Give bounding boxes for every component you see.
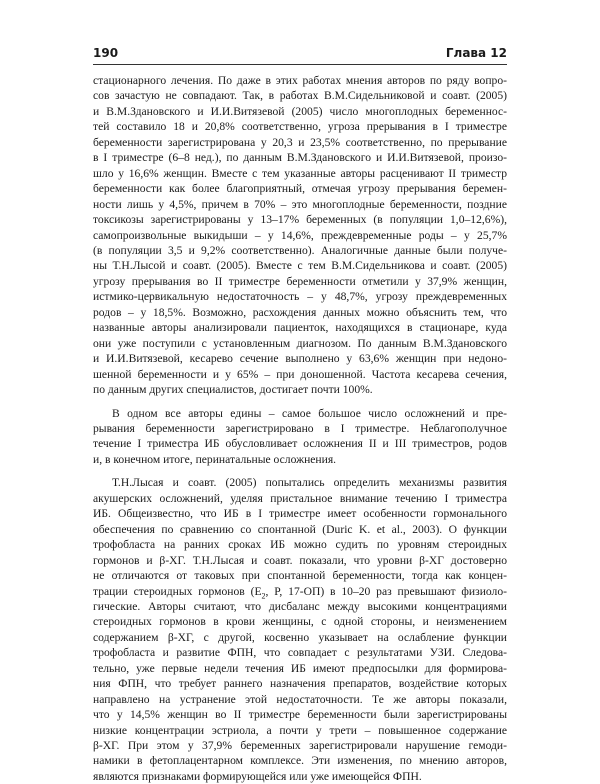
text-line: низкие концентрации эстриола, а почти у трети – повышенное содержание	[93, 723, 507, 737]
text-line: (в популяции 3,5 и 9,2% соответственно). Аналогичные данные были получе-	[93, 243, 507, 257]
page-number: 190	[93, 46, 119, 60]
text-line: что у 14,5% женщин во II триместре беременности были зарегистрированы	[93, 708, 507, 722]
text-line: и В.М.Здановского и И.И.Витязевой (2005) число многоплодных беременнос-	[93, 104, 507, 118]
header-rule	[93, 64, 507, 65]
text-line: беременности зарегистрирована у 20,3 и 23,5% соответственно, по прерывание	[93, 135, 507, 149]
text-line: стационарного лечения. По даже в этих работах мнения авторов по ряду вопро-	[93, 74, 507, 87]
text-line: тельно, уже первые недели течения ИБ имеют предпосылки для формирова-	[93, 661, 507, 675]
text-line: угрозу прерывания во II триместре беременности отметили у 37,9% женщин,	[93, 274, 507, 288]
text-line: В одном все авторы едины – самое большое число осложнений и пре-	[112, 406, 507, 420]
text-line: токсикозы зарегистрированы у 13–17% беременных (в популяции 1,0–12,6%),	[93, 213, 507, 227]
text-line: трофобласта на ранних сроках ИБ можно судить по уровням стероидных	[93, 538, 507, 552]
text-line: гические. Авторы считают, что дисбаланс между высокими концентрациями	[93, 599, 507, 613]
text-line: являются признаками формирующейся или уже имеющейся ФПН.	[93, 769, 422, 783]
text-line: ны Т.Н.Лысой и соавт. (2005). Вместе с тем В.М.Сидельникова и соавт. (2005)	[93, 259, 507, 273]
text-line: не отличаются от таковых при спонтанной беременности, тогда как концен-	[93, 569, 507, 583]
text-line: беременности как более благоприятный, отмечая угрозу прерывания беремен-	[93, 182, 507, 196]
text-line: намики в фетоплацентарном комплексе. Эти изменения, по мнению авторов,	[93, 754, 507, 768]
text-line: содержанием β-ХГ, с другой, косвенно указывает на ослабление функции	[93, 630, 507, 644]
page-body	[93, 73, 507, 784]
text-line: и, в конечном итоге, перинатальные осложнения.	[93, 452, 337, 466]
text-line: шло у 16,6% женщин. Вместе с тем указанные авторы расценивают II триместр	[93, 166, 507, 180]
text-line: ности лишь у 4,5%, причем в 70% – это многоплодные беременности, поздние	[93, 197, 507, 211]
text-line: β-ХГ. При этом у 37,9% беременных зарегистрировали нарушение гемоди-	[93, 739, 507, 753]
text-line: обеспечения по сравнению со спонтанной (Duric K. et al., 2003). О функции	[93, 522, 507, 536]
text-line: течение I триместра ИБ обусловливает осложнения II и III триместров, родов	[93, 437, 507, 451]
text-line: акушерских осложнений, уделяя пристальное внимание течению I триместра	[93, 491, 507, 505]
text-line: гормонов и β-ХГ. Т.Н.Лысая и соавт. показали, что уровни β-ХГ достоверно	[93, 553, 507, 567]
text-line: сов зачастую не совпадают. Так, в работах В.М.Сидельниковой и соавт. (2005)	[93, 89, 507, 103]
paragraph	[93, 475, 507, 784]
text-line: по данным других специалистов, достигает почти 100%.	[93, 383, 373, 397]
text-line: ния ФПН, что требует раннего назначения препаратов, воздействие которых	[93, 677, 507, 691]
paragraph	[93, 406, 507, 468]
text-line: истмико-цервикальную недостаточность – у 48,7%, угрозу преждевременных	[93, 290, 507, 304]
text-line: родов – у 18,5%. Возможно, расхождения данных можно объяснить тем, что	[93, 305, 507, 319]
text-line: самопроизвольные выкидыши – у 14,6%, преждевременные роды – у 25,7%	[93, 228, 507, 242]
text-line: стероидных гормонов в крови женщины, с одной стороны, и неизменением	[93, 615, 507, 629]
text-line: в I триместре (6–8 нед.), по данным В.М.Здановского и И.И.Витязевой, произо-	[93, 151, 507, 165]
text-line: они уже поступили с установленным диагнозом. По данным В.М.Здановского	[93, 336, 507, 350]
text-line: Т.Н.Лысая и соавт. (2005) попытались определить механизмы развития	[112, 476, 507, 490]
text-line: трации стероидных гормонов ($E_2$, P, 17-ОП) в 10–20 раз превышают физиоло-	[93, 584, 508, 600]
text-line: трофобласта и развитие ФПН, что совпадает с результатами УЗИ. Следова-	[93, 646, 507, 660]
text-line: названные авторы анализировали пациенток, находящихся в стационаре, куда	[93, 321, 507, 335]
text-line: рывания беременности зарегистрировано в I триместре. Неблагополучное	[93, 421, 507, 435]
text-line: и И.И.Витязевой, кесарево сечение выполнено у 63,6% женщин при недоно-	[93, 352, 507, 366]
chapter-title: Глава 12	[445, 46, 507, 60]
text-line: тей составило 18 и 20,8% соответственно, угроза прерывания в I триместре	[93, 120, 507, 134]
text-line: направлено на устранение этой недостаточности. Те же авторы показали,	[93, 692, 507, 706]
text-line: ИБ. Общеизвестно, что ИБ в I триместре имеет особенности гормонального	[93, 507, 507, 521]
running-header	[93, 44, 507, 66]
text-line: шенной беременности и у 65% – при доношенной. Частота кесарева сечения,	[93, 367, 507, 381]
paragraph	[93, 73, 507, 398]
